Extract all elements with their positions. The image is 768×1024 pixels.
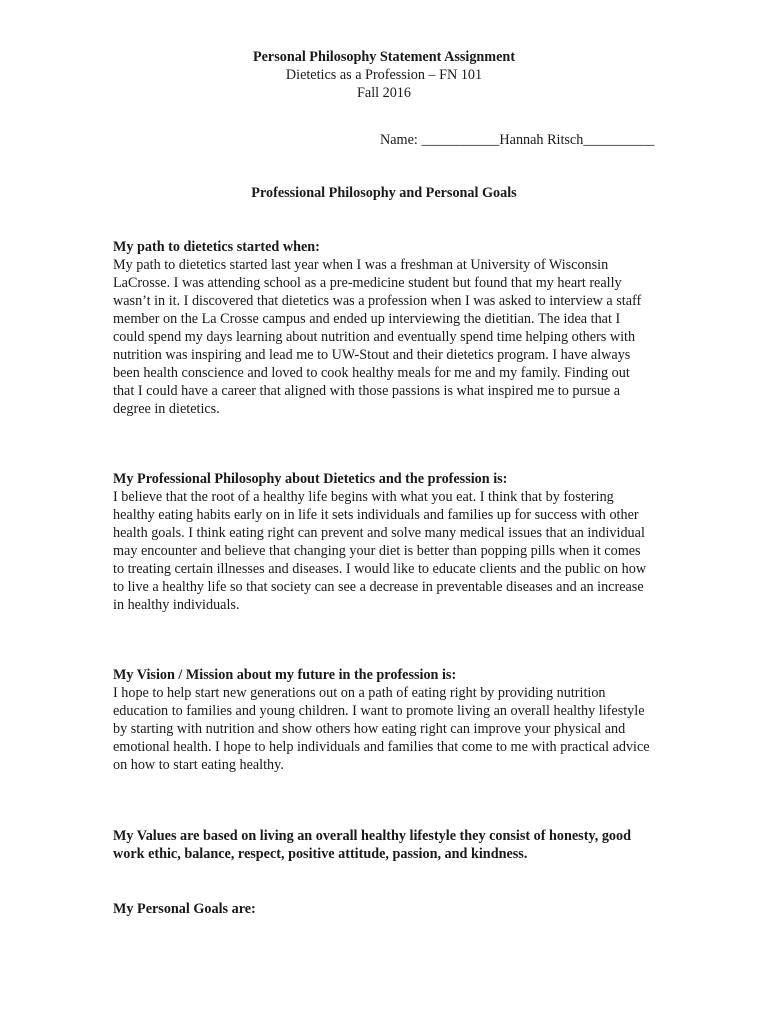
values-section <box>113 827 653 863</box>
values-heading: My Values are based on living an overall healthy lifestyle they consist of honesty, good work ethic, balance, respect, positive attitude, passion, and kindness. <box>113 828 632 862</box>
vision-heading: My Vision / Mission about my future in the profession is: <box>113 667 457 683</box>
path-heading: My path to dietetics started when: <box>113 239 320 255</box>
path-body: My path to dietetics started last year when I was a freshman at University of Wisconsin LaCrosse. I was attending school as a pre-medicine student but found that my heart really wasn’t in it. I discovered that dietetics was a profession when I was asked to interview a staff member on the La Crosse campus and ended up interviewing the dietitian. The idea that I could spend my days learning about nutrition and eventually spend time helping others with nutrition was inspiring and lead me to UW-Stout and their dietetics program. I have always been health conscience and loved to cook healthy meals for me and my family. Finding out that I could have a career that aligned with those passions is what inspired me to pursue a degree in dietetics. <box>113 257 642 417</box>
assignment-title: Personal Philosophy Statement Assignment <box>252 49 516 65</box>
vision-body: I hope to help start new generations out on a path of eating right by providing nutrition education to families and young children. I want to promote living an overall healthy lifestyle by starting with nutrition and show others how eating right can improve your physical and emotional health. I hope to help individuals and families that come to me with practical advice on how to start eating healthy. <box>113 685 650 773</box>
philosophy-heading: My Professional Philosophy about Dietetics and the profession is: <box>113 471 508 487</box>
path-section <box>113 238 653 418</box>
document-header <box>0 48 768 102</box>
student-name-line: Name: ___________Hannah Ritsch__________ <box>380 132 655 148</box>
section-subtitle: Professional Philosophy and Personal Goals <box>251 185 517 201</box>
course-line: Dietetics as a Profession – FN 101 <box>285 67 483 83</box>
goals-section <box>113 900 653 918</box>
term-line: Fall 2016 <box>357 85 411 101</box>
vision-section <box>113 666 653 774</box>
philosophy-section <box>113 470 653 614</box>
goals-heading: My Personal Goals are: <box>113 901 256 917</box>
philosophy-body: I believe that the root of a healthy life begins with what you eat. I think that by fostering healthy eating habits early on in life it sets individuals and families up for success with other health goals. I think eating right can prevent and solve many medical issues that an individual may encounter and believe that changing your diet is better than popping pills when it comes to treating certain illnesses and diseases. I would like to educate clients and the public on how to live a healthy life so that society can see a decrease in preventable diseases and an increase in healthy individuals. <box>113 489 647 613</box>
